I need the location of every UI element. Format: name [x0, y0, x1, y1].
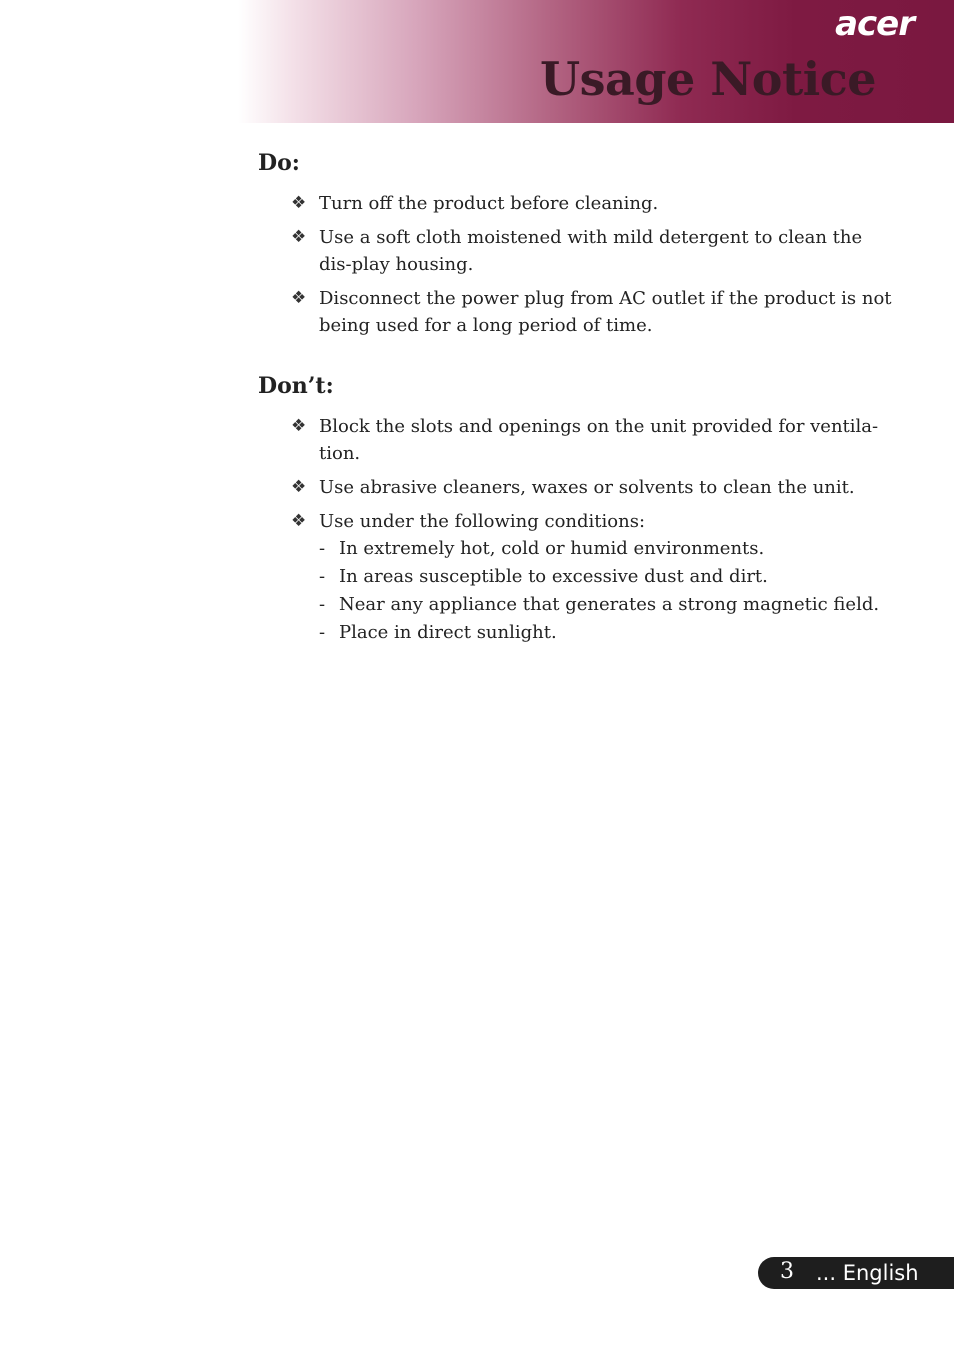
- condition-text: Place in direct sunlight.: [339, 622, 557, 643]
- list-item: [258, 224, 898, 278]
- diamond-bullet-icon: ❖: [291, 511, 307, 531]
- footer-language: ... English: [816, 1261, 919, 1285]
- acer-logo: acer: [835, 4, 914, 44]
- list-item: [258, 508, 898, 647]
- main-content: [258, 148, 898, 654]
- condition-item: [319, 591, 892, 619]
- diamond-bullet-icon: ❖: [291, 288, 307, 308]
- condition-text: In areas susceptible to excessive dust and dirt.: [339, 566, 768, 587]
- page-number: 3: [780, 1259, 794, 1284]
- condition-item: [319, 535, 892, 563]
- conditions-list: [319, 535, 892, 647]
- page-title: Usage Notice: [540, 52, 876, 106]
- diamond-bullet-icon: ❖: [291, 227, 307, 247]
- dash-bullet: -: [319, 594, 326, 615]
- do-list: [258, 190, 898, 339]
- list-item-text: Use abrasive cleaners, waxes or solvents to clean the unit.: [319, 477, 855, 498]
- condition-text: Near any appliance that generates a strong magnetic field.: [339, 594, 880, 615]
- list-item-text: Block the slots and openings on the unit provided for ventila-tion.: [319, 416, 879, 464]
- condition-text: In extremely hot, cold or humid environments.: [339, 538, 765, 559]
- list-item-text: Turn off the product before cleaning.: [319, 193, 659, 214]
- diamond-bullet-icon: ❖: [291, 416, 307, 436]
- footer-page-badge: [758, 1257, 954, 1289]
- list-item-text: Disconnect the power plug from AC outlet if the product is not being used for a long period of time.: [319, 288, 892, 336]
- dont-heading: Don’t:: [258, 373, 334, 399]
- list-item: [258, 413, 898, 467]
- diamond-bullet-icon: ❖: [291, 193, 307, 213]
- list-item: [258, 285, 898, 339]
- dash-bullet: -: [319, 566, 326, 587]
- condition-item: [319, 619, 892, 647]
- dont-list: [258, 413, 898, 647]
- dash-bullet: -: [319, 622, 326, 643]
- list-item: [258, 190, 898, 217]
- list-item-text: Use under the following conditions:: [319, 511, 646, 532]
- do-heading: Do:: [258, 150, 300, 176]
- condition-item: [319, 563, 892, 591]
- dash-bullet: -: [319, 538, 326, 559]
- list-item: [258, 474, 898, 501]
- diamond-bullet-icon: ❖: [291, 477, 307, 497]
- list-item-text: Use a soft cloth moistened with mild detergent to clean the dis-play housing.: [319, 227, 863, 275]
